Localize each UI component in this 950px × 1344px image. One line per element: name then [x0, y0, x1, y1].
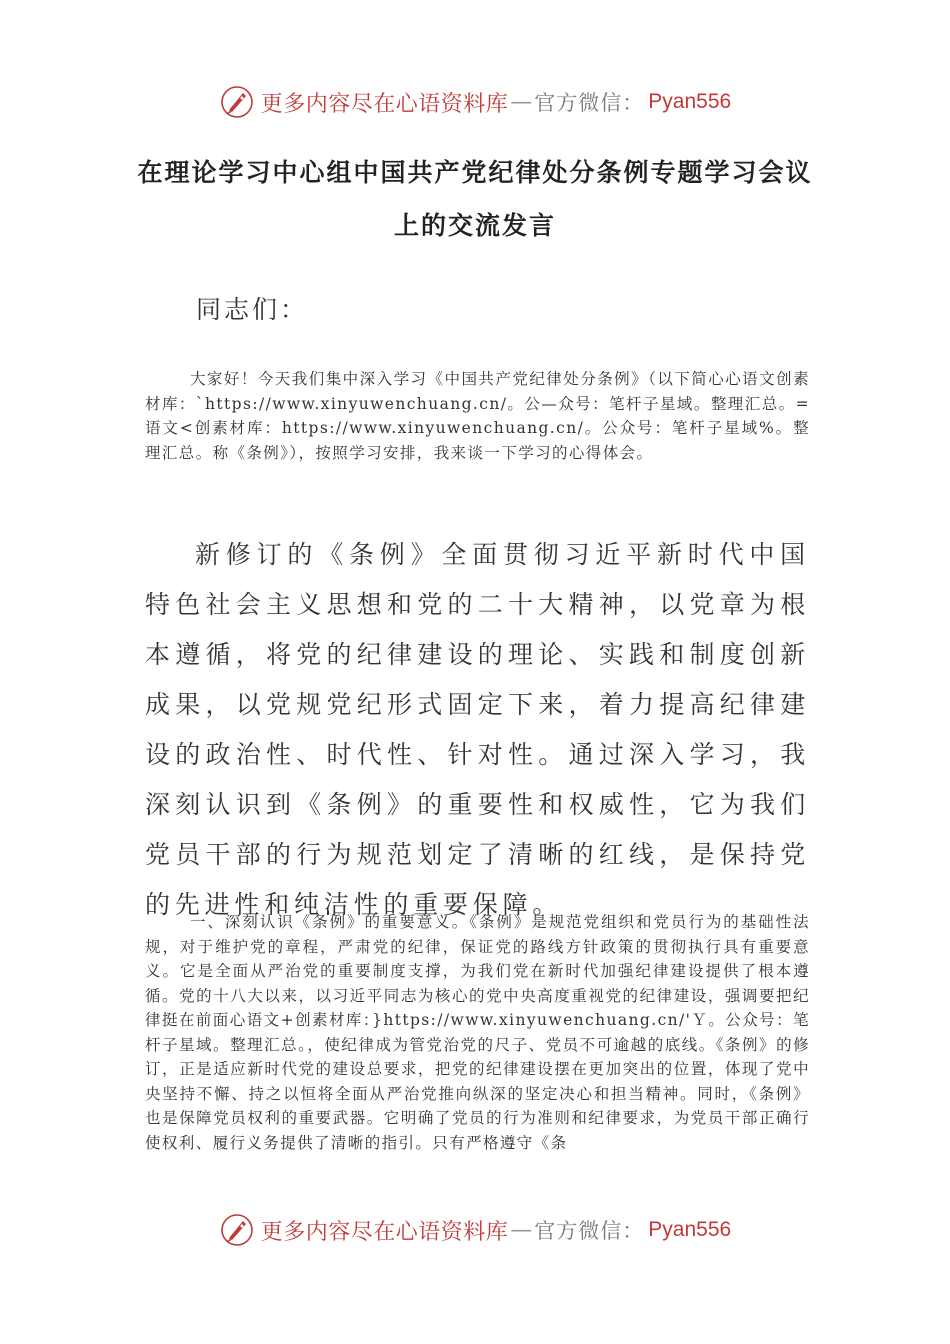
- paragraph-section-one: 一、深刻认识《条例》的重要意义。《条例》是规范党组织和党员行为的基础性法规，对于维护党的章程，严肃党的纪律，保证党的路线方针政策的贯彻执行具有重要意义。它是全面从严治党的重要制度支撑，为我们党在新时代加强纪律建设提供了根本遵循。党的十八大以来，以习近平同志为核心的党中央高度重视党的纪律建设，强调要把纪律挺在前面心语文+创素材库：}https://www.xinyuwenchuang.cn/'Ｙ。公众号：笔杆子星域。整理汇总。，使纪律成为管党治党的尺子、党员不可逾越的底线。《条例》的修订，正是适应新时代党的建设总要求，把党的纪律建设摆在更加突出的位置，体现了党中央坚持不懈、持之以恒将全面从严治党推向纵深的坚定决心和担当精神。同时，《条例》也是保障党员权利的重要武器。它明确了党员的行为准则和纪律要求，为党员干部正确行使权利、履行义务提供了清晰的指引。只有严格遵守《条: [145, 913, 810, 1152]
- banner-label: 官方微信：: [534, 91, 645, 115]
- document-title-line1: 在理论学习中心组中国共产党纪律处分条例专题学习会议: [137, 158, 813, 187]
- paragraph-main: 新修订的《条例》全面贯彻习近平新时代中国特色社会主义思想和党的二十大精神，以党章为根本遵循，将党的纪律建设的理论、实践和制度创新成果，以党规党纪形式固定下来，着力提高纪律建设的政治性、时代性、针对性。通过深入学习，我深刻认识到《条例》的重要性和权威性，它为我们党员干部的行为规范划定了清晰的红线，是保持党的先进性和纯洁性的重要保障。: [145, 540, 810, 919]
- header-banner: [0, 82, 950, 122]
- paragraph-intro: 大家好！今天我们集中深入学习《中国共产党纪律处分条例》（以下简心心语文创素材库：`https://www.xinyuwenchuang.cn/。公—众号：笔杆子星域。整理汇总。=语文<创素材库：https://www.xinyuwenchuang.cn/。公众号：笔杆子星域%。整理汇总。称《条例》），按照学习安排，我来谈一下学习的心得体会。: [145, 370, 810, 462]
- greeting: 同志们：: [196, 295, 309, 324]
- banner-dash: —: [510, 89, 533, 115]
- banner-wechat-id: Pyan556: [648, 90, 732, 113]
- banner-wechat-id: Pyan556: [648, 1218, 732, 1241]
- banner-dash: —: [510, 1217, 533, 1243]
- footer-banner: [0, 1210, 950, 1250]
- pen-nib-logo-icon: [219, 1212, 255, 1248]
- pen-nib-logo-icon: [219, 84, 255, 120]
- banner-main-text: 更多内容尽在心语资料库: [260, 91, 509, 117]
- banner-label: 官方微信：: [534, 1219, 645, 1243]
- banner-main-text: 更多内容尽在心语资料库: [260, 1219, 509, 1245]
- document-title-line2: 上的交流发言: [393, 211, 556, 240]
